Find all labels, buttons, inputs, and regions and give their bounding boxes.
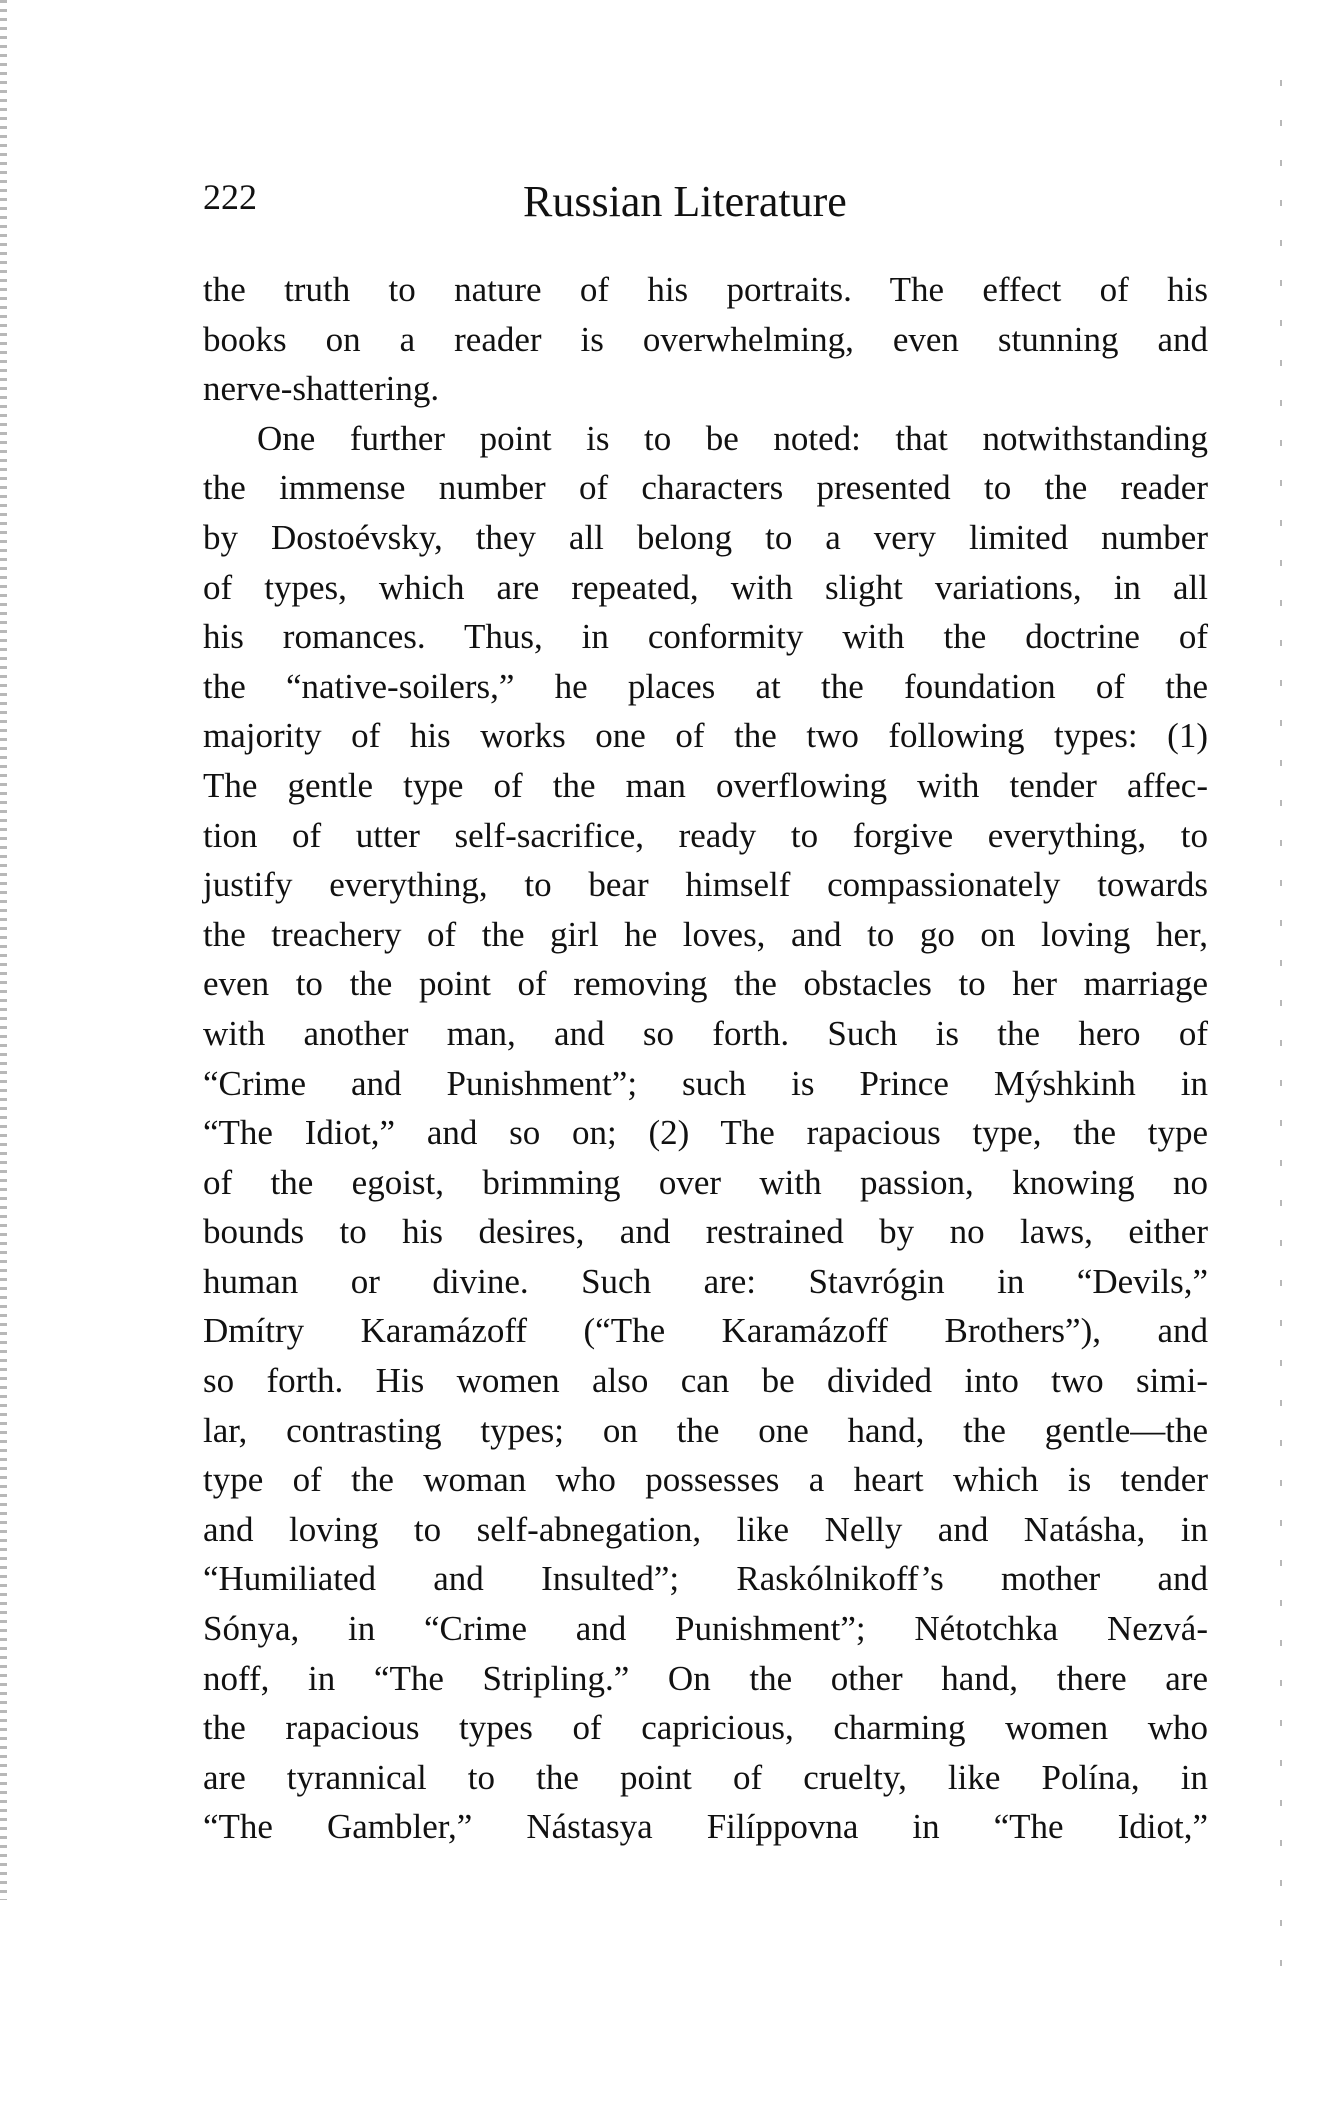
text-line: “Crime and Punishment”; such is Prince Mýshkinh in — [203, 1063, 1208, 1103]
text-line: of types, which are repeated, with slight variations, in all — [203, 567, 1208, 607]
text-line: the treachery of the girl he loves, and to go on loving her, — [203, 914, 1208, 954]
text-line: by Dostoévsky, they all belong to a very limited number — [203, 517, 1208, 557]
text-line: Dmítry Karamázoff (“The Karamázoff Brothers”), and — [203, 1311, 1208, 1351]
text-line: The gentle type of the man overflowing with tender affec- — [203, 765, 1208, 805]
text-line: human or divine. Such are: Stavrógin in “Devils,” — [203, 1261, 1208, 1301]
running-title: Russian Literature — [523, 177, 847, 226]
text-line: books on a reader is overwhelming, even stunning and — [203, 319, 1208, 359]
text-line: justify everything, to bear himself compassionately towards — [203, 865, 1208, 905]
text-line: “The Gambler,” Nástasya Filíppovna in “The Idiot,” — [203, 1807, 1208, 1847]
scanned-page-edge-right — [1280, 80, 1282, 2000]
text-line: “Humiliated and Insulted”; Raskólnikoff’s mother and — [203, 1559, 1208, 1599]
text-line: with another man, and so forth. Such is the hero of — [203, 1013, 1208, 1053]
text-line: and loving to self-abnegation, like Nelly and Natásha, in — [203, 1509, 1208, 1549]
text-line: the immense number of characters presented to the reader — [203, 468, 1208, 508]
page-number: 222 — [203, 177, 257, 217]
text-line: of the egoist, brimming over with passion, knowing no — [203, 1162, 1208, 1202]
text-line: nerve-shattering. — [203, 369, 440, 409]
text-line: “The Idiot,” and so on; (2) The rapacious type, the type — [203, 1113, 1208, 1153]
text-line: bounds to his desires, and restrained by no laws, either — [203, 1212, 1208, 1252]
text-line: even to the point of removing the obstacles to her marriage — [203, 964, 1208, 1004]
text-line: majority of his works one of the two following types: (1) — [203, 716, 1208, 756]
text-line: Sónya, in “Crime and Punishment”; Nétotchka Nezvá- — [203, 1609, 1208, 1649]
text-line: One further point is to be noted: that notwithstanding — [257, 418, 1208, 458]
text-line: lar, contrasting types; on the one hand, the gentle—the — [203, 1410, 1208, 1450]
text-line: type of the woman who possesses a heart which is tender — [203, 1460, 1208, 1500]
text-line: the “native-soilers,” he places at the foundation of the — [203, 666, 1208, 706]
text-line: so forth. His women also can be divided into two simi- — [203, 1361, 1208, 1401]
text-line: the rapacious types of capricious, charming women who — [203, 1708, 1208, 1748]
page-body-text — [203, 265, 1208, 1852]
text-line: the truth to nature of his portraits. The effect of his — [203, 270, 1208, 309]
scanned-page-edge — [0, 0, 7, 1900]
text-line: his romances. Thus, in conformity with the doctrine of — [203, 617, 1208, 657]
text-line: noff, in “The Stripling.” On the other hand, there are — [203, 1658, 1208, 1698]
page-header — [203, 176, 1208, 226]
text-line: are tyrannical to the point of cruelty, like Polína, in — [203, 1757, 1208, 1797]
text-line: tion of utter self-sacrifice, ready to forgive everything, to — [203, 815, 1208, 855]
